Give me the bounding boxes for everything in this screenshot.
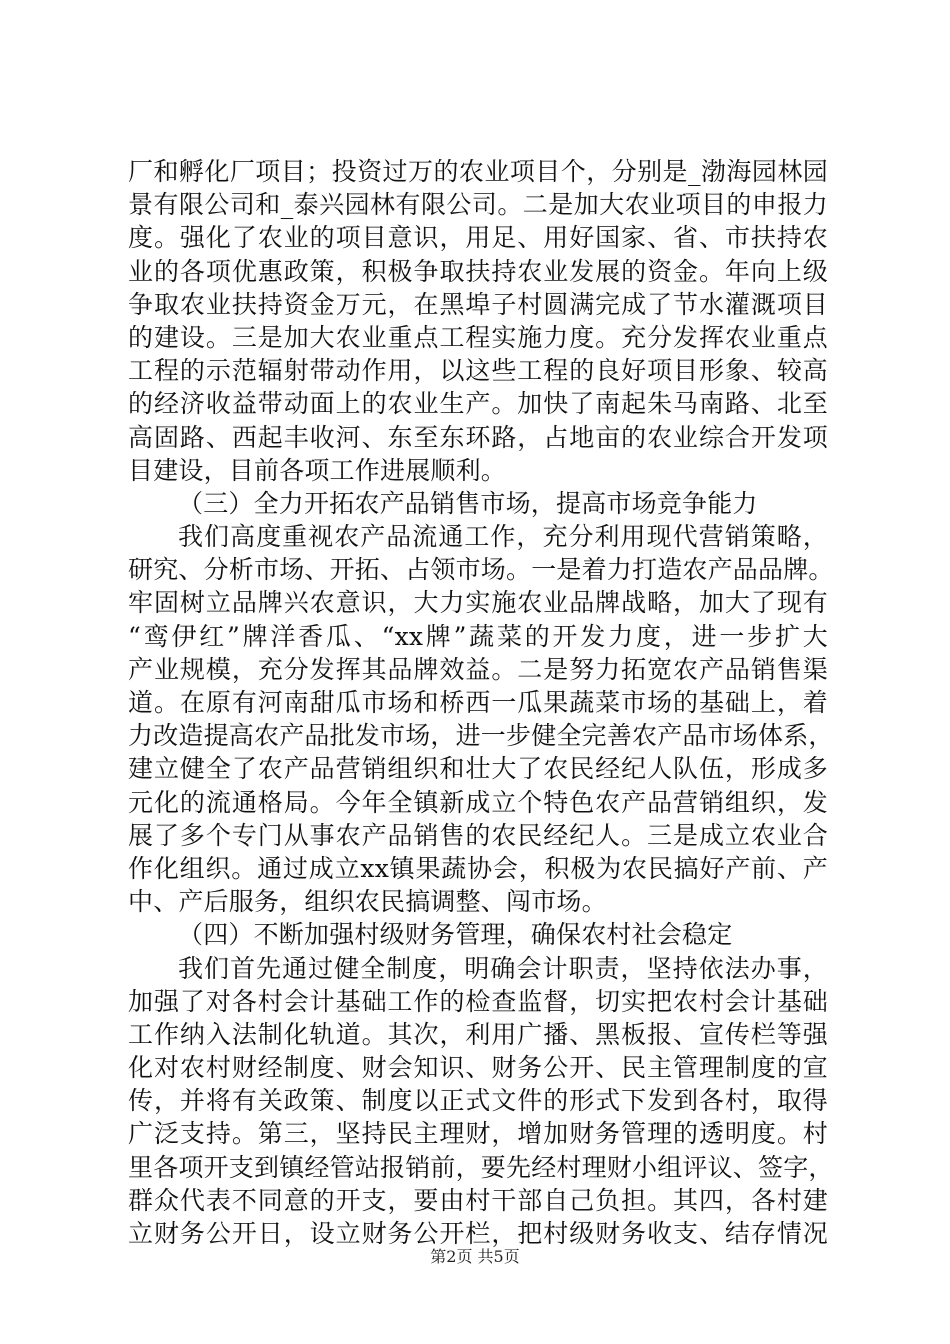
text-line: 道。在原有河南甜瓜市场和桥西一瓜果蔬菜市场的基础上，着 xyxy=(128,688,828,717)
text-line: 立财务公开日，设立财务公开栏，把村级财务收支、结存情况 xyxy=(128,1219,828,1248)
text-line: 高固路、西起丰收河、东至东环路，占地亩的农业综合开发项 xyxy=(128,422,828,452)
text-line: 厂和孵化厂项目；投资过万的农业项目个，分别是_渤海园林园 xyxy=(128,157,828,186)
text-line: 我们高度重视农产品流通工作，充分利用现代营销策略， xyxy=(178,522,828,552)
text-line: 牢固树立品牌兴农意识，大力实施农业品牌战略，加大了现有 xyxy=(128,588,828,618)
text-line: 我们首先通过健全制度，明确会计职责，坚持依法办事， xyxy=(178,953,828,983)
section-heading: （三）全力开拓农产品销售市场，提高市场竞争能力 xyxy=(178,488,758,518)
text-line: 的经济收益带动面上的农业生产。加快了南起朱马南路、北至 xyxy=(128,389,828,419)
text-line: “鸾伊红”牌洋香瓜、“xx牌”蔬菜的开发力度，进一步扩大 xyxy=(128,621,828,651)
text-line: 里各项开支到镇经管站报销前，要先经村理财小组评议、签字， xyxy=(128,1152,834,1182)
section-heading: （四）不断加强村级财务管理，确保农村社会稳定 xyxy=(178,920,733,950)
text-line: 度。强化了农业的项目意识，用足、用好国家、省、市扶持农 xyxy=(128,223,828,253)
text-line: 工作纳入法制化轨道。其次，利用广播、黑板报、宣传栏等强 xyxy=(128,1019,828,1049)
document-body xyxy=(128,155,834,1250)
text-line: 传，并将有关政策、制度以正式文件的形式下发到各村，取得 xyxy=(128,1086,828,1116)
text-line: 化对农村财经制度、财会知识、财务公开、民主管理制度的宣 xyxy=(128,1053,828,1083)
text-line: 业的各项优惠政策，积极争取扶持农业发展的资金。年向上级 xyxy=(128,256,828,286)
text-line: 广泛支持。第三，坚持民主理财，增加财务管理的透明度。村 xyxy=(128,1119,828,1149)
page-number-footer: 第2页 共5页 xyxy=(430,1247,520,1266)
text-line: 元化的流通格局。今年全镇新成立个特色农产品营销组织，发 xyxy=(128,787,828,817)
text-line: 工程的示范辐射带动作用，以这些工程的良好项目形象、较高 xyxy=(128,356,828,386)
text-line: 的建设。三是加大农业重点工程实施力度。充分发挥农业重点 xyxy=(128,322,828,352)
text-line: 争取农业扶持资金万元，在黑埠子村圆满完成了节水灌溉项目 xyxy=(128,289,828,319)
text-line: 研究、分析市场、开拓、占领市场。一是着力打造农产品品牌。 xyxy=(128,555,834,585)
text-line: 群众代表不同意的开支，要由村干部自己负担。其四，各村建 xyxy=(128,1185,828,1215)
text-line: 中、产后服务，组织农民搞调整、闯市场。 xyxy=(128,887,607,917)
text-line: 展了多个专门从事农产品销售的农民经纪人。三是成立农业合 xyxy=(128,820,828,850)
text-line: 力改造提高农产品批发市场，进一步健全完善农产品市场体系， xyxy=(128,721,834,751)
text-line: 建立健全了农产品营销组织和壮大了农民经纪人队伍，形成多 xyxy=(128,754,828,784)
text-line: 加强了对各村会计基础工作的检查监督，切实把农村会计基础 xyxy=(128,986,828,1016)
text-line: 作化组织。通过成立xx镇果蔬协会，积极为农民搞好产前、产 xyxy=(128,853,828,883)
text-line: 目建设，目前各项工作进展顺利。 xyxy=(128,455,507,485)
text-line: 景有限公司和_泰兴园林有限公司。二是加大农业项目的申报力 xyxy=(128,190,828,220)
text-line: 产业规模，充分发挥其品牌效益。二是努力拓宽农产品销售渠 xyxy=(128,654,828,684)
